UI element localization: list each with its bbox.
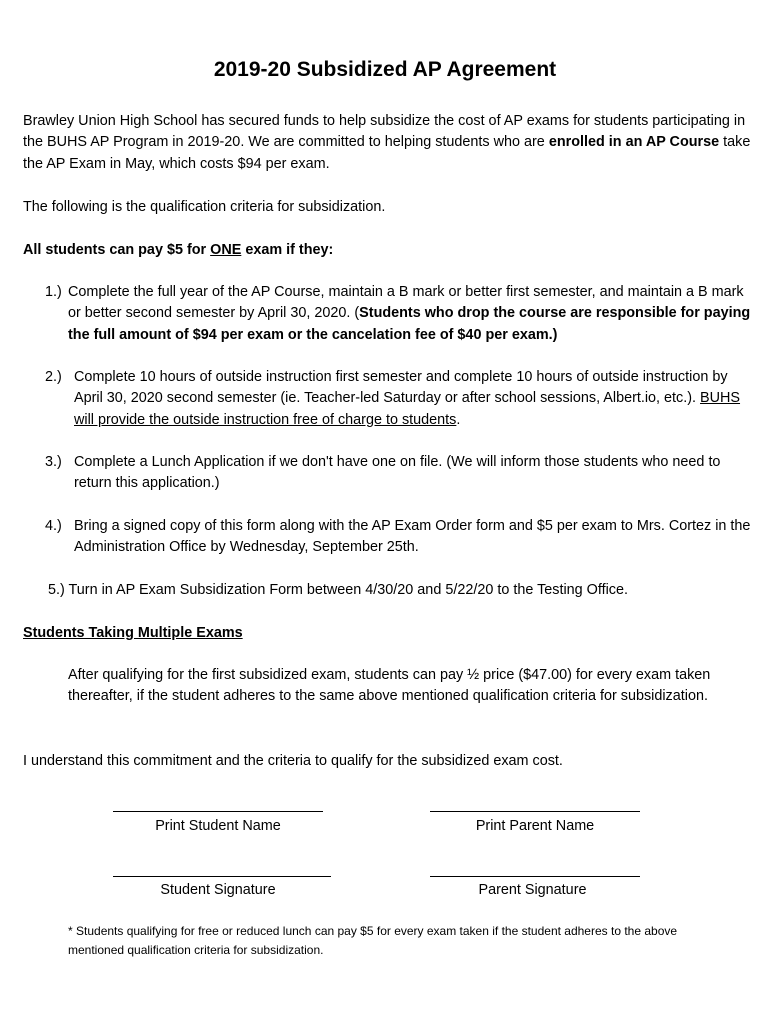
criteria-number: 3.) — [45, 454, 62, 470]
qualification-intro: The following is the qualification criteria for subsidization. — [23, 199, 386, 215]
intro-text-1: Brawley Union High School has secured funds to help subsidize the cost of AP exams for students participating in the BUHS AP Program in 2019-20. We are committed to helping students who are — [23, 113, 746, 151]
criteria-item-1 — [45, 282, 755, 346]
criteria-item-3 — [45, 452, 755, 495]
intro-bold-text: enrolled in an AP Course — [548, 134, 720, 151]
criteria-number: 5.) — [48, 582, 65, 598]
criteria-text-plain: Complete 10 hours of outside instruction first semester and complete 10 hours of outside instruction by April 30, 2020 second semester (ie. Teacher-led Saturday or after school sessions, Albert.io, etc.). — [74, 369, 728, 407]
criteria-text-plain: Complete the full year of the AP Course, maintain a B mark or better first semester, and maintain a B mark or better second semester by April 30, 2020. ( — [68, 284, 744, 322]
criteria-number: 2.) — [45, 369, 62, 385]
criteria-item-5 — [48, 580, 758, 601]
criteria-text: Complete a Lunch Application if we don't have one on file. (We will inform those students who need to return this application.) — [74, 454, 721, 492]
criteria-text-after: . — [456, 411, 461, 428]
parent-signature-label: Parent Signature — [478, 882, 587, 898]
all-students-heading — [23, 240, 743, 261]
all-students-one: ONE — [210, 242, 242, 258]
criteria-text — [68, 282, 755, 346]
criteria-text-underlined: BUHS will provide the outside instruction free of charge to students — [74, 390, 741, 428]
intro-text-2: take the AP Exam in May, which costs $94 per exam. — [23, 134, 751, 172]
criteria-item-4 — [45, 516, 755, 559]
criteria-number: 1.) — [45, 284, 62, 300]
footnote: * Students qualifying for free or reduced lunch can pay $5 for every exam taken if the student adheres to the above mentioned qualification criteria for subsidization. — [68, 924, 678, 957]
intro-paragraph — [23, 111, 753, 175]
student-signature-label: Student Signature — [160, 882, 276, 898]
parent-name-label: Print Parent Name — [475, 818, 595, 834]
parent-signature-line[interactable] — [430, 876, 640, 877]
criteria-item-2 — [45, 367, 755, 431]
all-students-after: exam if they: — [241, 242, 334, 258]
student-name-label: Print Student Name — [155, 818, 281, 834]
parent-name-line[interactable] — [430, 811, 640, 812]
criteria-number: 4.) — [45, 518, 62, 534]
criteria-text — [74, 367, 755, 431]
multiple-exams-heading: Students Taking Multiple Exams — [23, 625, 243, 641]
criteria-text: Turn in AP Exam Subsidization Form between 4/30/20 and 5/22/20 to the Testing Office. — [68, 582, 628, 598]
page-title: 2019-20 Subsidized AP Agreement — [213, 58, 557, 81]
student-name-line[interactable] — [113, 811, 323, 812]
student-signature-line[interactable] — [113, 876, 331, 877]
commitment-statement: I understand this commitment and the criteria to qualify for the subsidized exam cost. — [23, 753, 563, 769]
criteria-text-bold: Students who drop the course are responsible for paying the full amount of $94 per exam or the cancelation fee of $40 per exam.) — [68, 305, 751, 343]
multiple-exams-text: After qualifying for the first subsidized exam, students can pay ½ price ($47.00) for every exam taken thereafter, if the student adheres to the same above mentioned qualification criteria for subsidization. — [68, 667, 711, 705]
criteria-text: Bring a signed copy of this form along with the AP Exam Order form and $5 per exam to Mrs. Cortez in the Administration Office by Wednesday, September 25th. — [74, 518, 751, 556]
all-students-before: All students can pay $5 for — [23, 242, 211, 258]
